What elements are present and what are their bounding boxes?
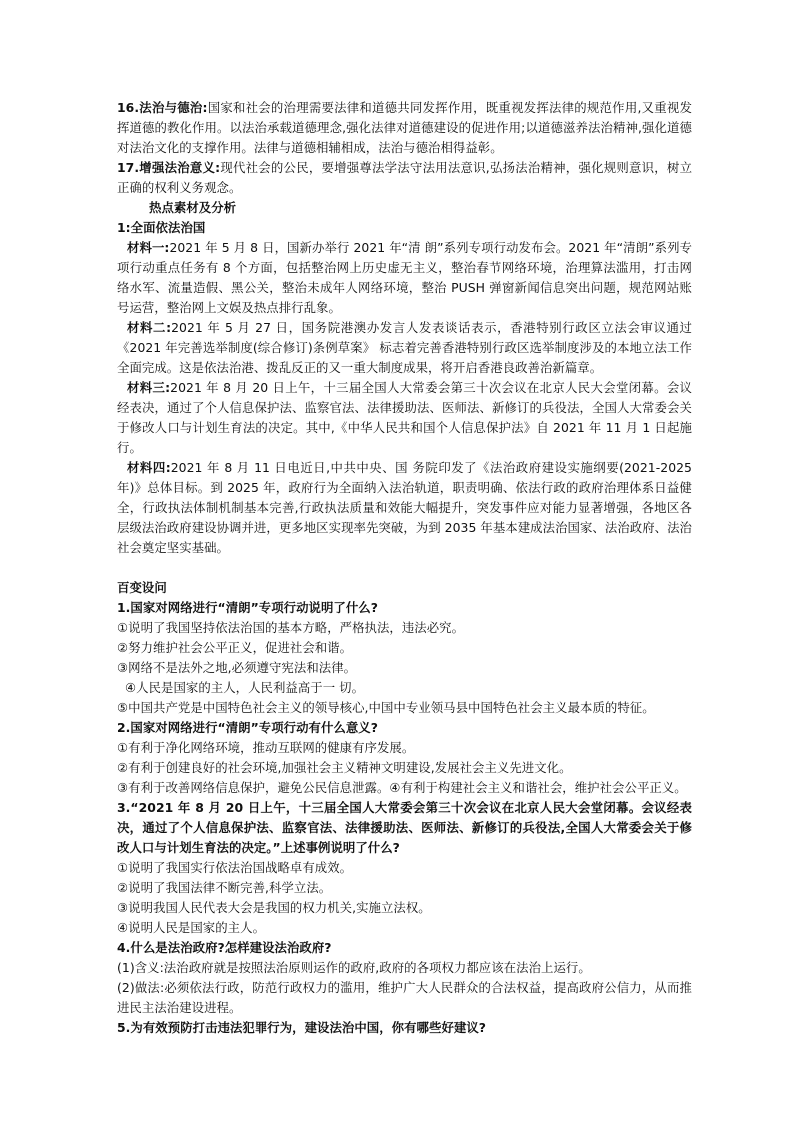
material-1-text: 2021 年 5 月 8 日，国新办举行 2021 年“清 朗”系列专项行动发布会。2021 年“清朗”系列专项行动重点任务有 8 个方面，包括整治网上历史虚无主义，整治春节网络环境，治理算法滥用，打击网络水军、流量造假、黑公关，整治未成年人网络环境，整治 PUSH 弹窗新闻信息突出问题，规范网站账号运营，整治网上文娱及热点排行乱象。 xyxy=(117,240,692,315)
answer-item: ⑤中国共产党是中国特色社会主义的领导核心,中国中专业领马县中国特色社会主义最本质的特征。 xyxy=(117,700,655,715)
point-17-text: 现代社会的公民，要增强尊法学法守法用法意识,弘扬法治精神，强化规则意识，树立正确的权利义务观念。 xyxy=(117,160,693,195)
answer-item: ②有利于创建良好的社会环境,加强社会主义精神文明建设,发展社会主义先进文化。 xyxy=(117,760,572,775)
material-4-text: 2021 年 8 月 11 日电近日,中共中央、国 务院印发了《法治政府建设实施纲要(2021-2025 年)》总体目标。到 2025 年，政府行为全面纳入法治轨道，职责明确、依法行政的政府治理体系日益健全，行政执法体制机制基本完善,行政执法质量和效能大幅提升，突发事件应对能力显著增强，各地区各层级法治政府建设协调并进，更多地区实现率先突破，为到 2035 年基本建成法治国家、法治政府、法治社会奠定坚实基础。 xyxy=(117,460,692,555)
answer-item: ④说明人民是国家的主人。 xyxy=(117,920,266,935)
document-content xyxy=(117,98,692,1038)
answer-item: (2)做法:必须依法行政，防范行政权力的滥用，维护广大人民群众的合法权益，提高政府公信力，从而推进民主法治建设进程。 xyxy=(117,980,692,1015)
point-17-heading: 17.增强法治意义: xyxy=(117,160,221,175)
question-1: 1.国家对网络进行“清朗”专项行动说明了什么? xyxy=(117,600,378,615)
answer-item: ②努力维护社会公平正义，促进社会和谐。 xyxy=(117,640,353,655)
topic-title: 1:全面依法治国 xyxy=(117,220,206,235)
material-2-label: 材料二: xyxy=(127,320,172,335)
point-16-heading: 16.法治与德治: xyxy=(117,100,208,115)
answer-item: ①有利于净化网络环境，推动互联网的健康有序发展。 xyxy=(117,740,415,755)
material-1 xyxy=(117,238,692,318)
answer-item: ③说明我国人民代表大会是我国的权力机关,实施立法权。 xyxy=(117,900,431,915)
answer-item: ①说明了我国实行依法治国战略卓有成效。 xyxy=(117,860,353,875)
material-3 xyxy=(117,378,692,458)
point-16 xyxy=(117,98,692,158)
material-3-text: 2021 年 8 月 20 日上午，十三届全国人大常委会第三十次会议在北京人民大会堂闭幕。会议经表决，通过了个人信息保护法、监察官法、法律援助法、医师法、新修订的兵役法，全国人大常委会关于修改人口与计划生育法的决定。其中,《中华人民共和国个人信息保护法》自 2021 年 11 月 1 日起施行。 xyxy=(117,380,692,455)
question-4: 4.什么是法治政府?怎样建设法治政府? xyxy=(117,940,332,955)
section-title: 热点素材及分析 xyxy=(149,200,237,215)
material-2-text: 2021 年 5 月 27 日，国务院港澳办发言人发表谈话表示，香港特别行政区立法会审议通过《2021 年完善选举制度(综合修订)条例草案》 标志着完善香港特别行政区选举制度涉及的本地立法工作全面完成。这是依法治港、拨乱反正的又一重大制度成果，将开启香港良政善治新篇章。 xyxy=(117,320,692,375)
point-17 xyxy=(117,158,692,198)
question-3: 3.“2021 年 8 月 20 日上午，十三届全国人大常委会第三十次会议在北京人民大会堂闭幕。会议经表决，通过了个人信息保护法、监察官法、法律援助法、医师法、新修订的兵役法,全国人大常委会关于修改人口与计划生育法的决定。”上述事例说明了什么? xyxy=(117,800,692,855)
point-16-text: 国家和社会的治理需要法律和道德共同发挥作用，既重视发挥法律的规范作用,又重视发挥道德的教化作用。以法治承载道德理念,强化法律对道德建设的促进作用;以道德滋养法治精神,强化道德对法治文化的支撑作用。法律与道德相辅相成，法治与德治相得益彰。 xyxy=(117,100,693,155)
material-1-label: 材料一: xyxy=(127,240,170,255)
answer-item: ③有利于改善网络信息保护，避免公民信息泄露。④有利于构建社会主义和谐社会，维护社会公平正义。 xyxy=(117,780,687,795)
question-2: 2.国家对网络进行“清朗”专项行动有什么意义? xyxy=(117,720,378,735)
material-2 xyxy=(117,318,692,378)
answer-item: ③网络不是法外之地,必须遵守宪法和法律。 xyxy=(117,660,357,675)
answer-item: ①说明了我国坚持依法治国的基本方略，严格执法，违法必究。 xyxy=(117,620,465,635)
question-5: 5.为有效预防打击违法犯罪行为，建设法治中国，你有哪些好建议? xyxy=(117,1020,487,1035)
qa-title: 百变设问 xyxy=(117,580,167,595)
section-gap xyxy=(117,558,692,578)
material-4 xyxy=(117,458,692,558)
material-3-label: 材料三: xyxy=(127,380,171,395)
material-4-label: 材料四: xyxy=(127,460,171,475)
answer-item: ②说明了我国法律不断完善,科学立法。 xyxy=(117,880,332,895)
answer-item: ④人民是国家的主人，人民利益高于一 切。 xyxy=(117,680,365,695)
answer-item: (1)含义:法治政府就是按照法治原则运作的政府,政府的各项权力都应该在法治上运行。 xyxy=(117,960,591,975)
